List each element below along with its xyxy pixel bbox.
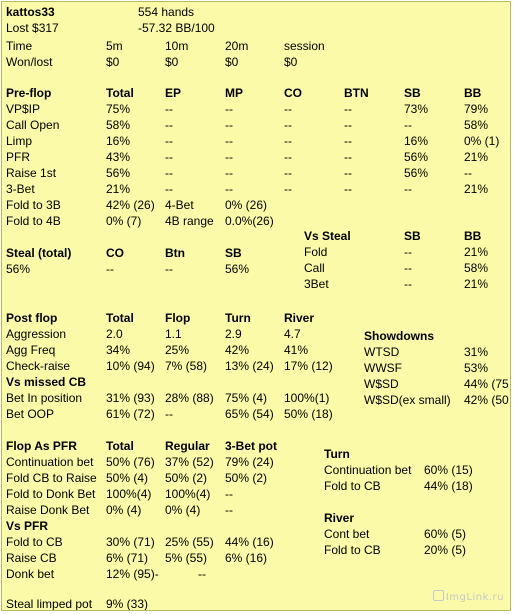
postflop-header: Post flop (6, 311, 58, 325)
preflop-cell: -- (284, 134, 292, 148)
vs-missed-cb-title: Vs missed CB (6, 375, 87, 389)
fold-4b-cell: 0% (7) (106, 214, 142, 228)
missed-cb-row-label: Bet In position (6, 391, 83, 405)
vs-pfr-cell: 30% (71) (106, 535, 155, 549)
vs-pfr-cell: 12% (95)- (106, 567, 159, 581)
missed-cb-cell: 61% (72) (106, 407, 155, 421)
postflop-header: Total (106, 311, 134, 325)
showdowns-row-label: WWSF (364, 361, 402, 375)
steal-value: 56% (225, 262, 250, 276)
preflop-row-label: Raise 1st (6, 166, 57, 180)
postflop-cell: 17% (12) (284, 359, 333, 373)
preflop-cell: -- (225, 118, 233, 132)
missed-cb-cell: 28% (88) (165, 391, 214, 405)
vs-pfr-cell: 25% (55) (165, 535, 214, 549)
flop-as-pfr-cell: 100%(4) (106, 487, 152, 501)
river-row-label: Cont bet (324, 527, 370, 541)
showdowns-value: 44% (75 (464, 377, 509, 391)
fold-4b-cell: 0.0%(26) (225, 214, 274, 228)
postflop-cell: 2.0 (106, 327, 123, 341)
preflop-row-label: PFR (6, 150, 30, 164)
preflop-cell: -- (165, 150, 173, 164)
vs-steal-row-label: Fold (304, 245, 328, 259)
turn-value: 60% (15) (424, 463, 473, 477)
missed-cb-cell: 31% (93) (106, 391, 155, 405)
flop-as-pfr-cell: 100%(4) (165, 487, 211, 501)
preflop-row-label: Call Open (6, 118, 60, 132)
flop-as-pfr-header: 3-Bet pot (225, 439, 277, 453)
preflop-row-label: Limp (6, 134, 33, 148)
preflop-cell: -- (225, 134, 233, 148)
vs-steal-cell: -- (404, 261, 412, 275)
preflop-row-label: 3-Bet (6, 182, 35, 196)
preflop-cell: 56% (404, 166, 429, 180)
vs-steal-row-label: Call (304, 261, 325, 275)
vs-steal-row-label: 3Bet (304, 277, 329, 291)
postflop-header: Turn (225, 311, 251, 325)
turn-row-label: Fold to CB (324, 479, 381, 493)
preflop-header: Total (106, 86, 134, 100)
preflop-cell: -- (344, 134, 352, 148)
vs-steal-cell: 21% (464, 277, 489, 291)
turn-row-label: Continuation bet (324, 463, 412, 477)
preflop-cell: 56% (404, 150, 429, 164)
preflop-cell: -- (344, 118, 352, 132)
showdowns-title: Showdowns (364, 329, 434, 343)
missed-cb-row-label: Bet OOP (6, 407, 55, 421)
wonlost-session: $0 (284, 55, 298, 69)
preflop-cell: 43% (106, 150, 131, 164)
preflop-row-label: VP$IP (6, 102, 41, 116)
preflop-cell: -- (165, 118, 173, 132)
fold-3b-cell: Fold to 3B (6, 198, 61, 212)
preflop-cell: 73% (404, 102, 429, 116)
turn-value: 44% (18) (424, 479, 473, 493)
steal-header: SB (225, 246, 242, 260)
flop-as-pfr-cell: 0% (4) (165, 503, 201, 517)
postflop-row-label: Aggression (6, 327, 67, 341)
wonlost-label: Won/lost (6, 55, 53, 69)
river-value: 60% (5) (424, 527, 467, 541)
preflop-cell: 58% (106, 118, 131, 132)
showdowns-value: 42% (50 (464, 393, 509, 407)
showdowns-row-label: W$SD(ex small) (364, 393, 451, 407)
preflop-cell: -- (165, 134, 173, 148)
preflop-cell: 79% (464, 102, 489, 116)
flop-as-pfr-row-label: Raise Donk Bet (6, 503, 90, 517)
hud-panel (1, 1, 511, 611)
vs-pfr-row-label: Fold to CB (6, 535, 63, 549)
preflop-cell: 75% (106, 102, 131, 116)
postflop-cell: 34% (106, 343, 131, 357)
fold-3b-cell: 42% (26) (106, 198, 155, 212)
showdowns-row-label: WTSD (364, 345, 400, 359)
turn-title: Turn (324, 447, 350, 461)
steal-value: -- (106, 262, 114, 276)
showdowns-value: 31% (464, 345, 489, 359)
vs-pfr-cell: 6% (71) (106, 551, 149, 565)
vs-steal-cell: -- (404, 277, 412, 291)
watermark-icon (433, 590, 444, 601)
postflop-cell: 1.1 (165, 327, 182, 341)
steal-value: -- (165, 262, 173, 276)
missed-cb-cell: 50% (18) (284, 407, 333, 421)
preflop-cell: -- (344, 166, 352, 180)
vs-pfr-row-label: Raise CB (6, 551, 57, 565)
river-value: 20% (5) (424, 543, 467, 557)
preflop-cell: -- (344, 150, 352, 164)
preflop-cell: -- (344, 102, 352, 116)
fold-3b-cell: 0% (26) (225, 198, 268, 212)
preflop-cell: -- (404, 118, 412, 132)
preflop-header: EP (165, 86, 182, 100)
postflop-cell: 42% (225, 343, 250, 357)
flop-as-pfr-cell: 50% (4) (106, 471, 149, 485)
time-label: Time (6, 39, 33, 53)
flop-as-pfr-row-label: Fold to Donk Bet (6, 487, 96, 501)
flop-as-pfr-cell: 37% (52) (165, 455, 214, 469)
flop-as-pfr-cell: 50% (76) (106, 455, 155, 469)
vs-steal-cell: 58% (464, 261, 489, 275)
preflop-cell: -- (165, 166, 173, 180)
postflop-header: Flop (165, 311, 191, 325)
preflop-cell: -- (165, 102, 173, 116)
preflop-cell: -- (284, 150, 292, 164)
preflop-cell: -- (284, 166, 292, 180)
time-session: session (284, 39, 325, 53)
preflop-header: Pre-flop (6, 86, 52, 100)
preflop-cell: -- (225, 150, 233, 164)
preflop-cell: -- (404, 182, 412, 196)
preflop-cell: -- (284, 182, 292, 196)
preflop-cell: 16% (106, 134, 131, 148)
vs-pfr-cell: 44% (16) (225, 535, 274, 549)
preflop-cell: -- (284, 118, 292, 132)
flop-as-pfr-row-label: Fold CB to Raise (6, 471, 97, 485)
flop-as-pfr-cell: 0% (4) (106, 503, 142, 517)
wonlost-20m: $0 (225, 55, 239, 69)
preflop-cell: 0% (1) (464, 134, 500, 148)
vs-steal-header: Vs Steal (304, 229, 351, 243)
postflop-header: River (284, 311, 315, 325)
hands-count: 554 hands (138, 5, 195, 19)
steal-limped-pot-label: Steal limped pot (6, 597, 93, 611)
vs-steal-header: SB (404, 229, 421, 243)
steal-header: Steal (total) (6, 246, 72, 260)
vs-pfr-row-label: Donk bet (6, 567, 55, 581)
flop-as-pfr-cell: 79% (24) (225, 455, 274, 469)
vs-pfr-title: Vs PFR (6, 519, 49, 533)
preflop-cell: -- (344, 182, 352, 196)
preflop-cell: 58% (464, 118, 489, 132)
preflop-cell: 16% (404, 134, 429, 148)
vs-steal-header: BB (464, 229, 482, 243)
postflop-cell: 25% (165, 343, 190, 357)
steal-header: Btn (165, 246, 185, 260)
river-title: River (324, 511, 355, 525)
result-amount: Lost $317 (6, 21, 59, 35)
vs-steal-cell: 21% (464, 245, 489, 259)
preflop-cell: 56% (106, 166, 131, 180)
preflop-cell: -- (165, 182, 173, 196)
flop-as-pfr-cell: -- (225, 487, 233, 501)
missed-cb-cell: 65% (54) (225, 407, 274, 421)
showdowns-row-label: W$SD (364, 377, 399, 391)
missed-cb-cell: -- (165, 407, 173, 421)
preflop-header: MP (225, 86, 243, 100)
flop-as-pfr-header: Flop As PFR (6, 439, 77, 453)
postflop-cell: 41% (284, 343, 309, 357)
vs-pfr-cell: -- (198, 567, 206, 581)
preflop-cell: -- (284, 102, 292, 116)
postflop-cell: 4.7 (284, 327, 301, 341)
postflop-row-label: Agg Freq (6, 343, 56, 357)
preflop-cell: -- (225, 182, 233, 196)
wonlost-5m: $0 (106, 55, 120, 69)
player-name: kattos33 (6, 5, 55, 19)
flop-as-pfr-cell: 50% (2) (165, 471, 208, 485)
preflop-cell: 21% (464, 182, 489, 196)
flop-as-pfr-cell: -- (225, 503, 233, 517)
flop-as-pfr-header: Regular (165, 439, 210, 453)
missed-cb-cell: 75% (4) (225, 391, 268, 405)
vs-pfr-cell: 6% (16) (225, 551, 268, 565)
fold-4b-cell: Fold to 4B (6, 214, 61, 228)
preflop-header: BB (464, 86, 482, 100)
wonlost-10m: $0 (165, 55, 179, 69)
preflop-cell: -- (225, 166, 233, 180)
postflop-cell: 2.9 (225, 327, 242, 341)
vs-steal-cell: -- (404, 245, 412, 259)
steal-header: CO (106, 246, 124, 260)
preflop-cell: -- (225, 102, 233, 116)
showdowns-value: 53% (464, 361, 489, 375)
preflop-cell: 21% (106, 182, 131, 196)
preflop-header: CO (284, 86, 302, 100)
time-5m: 5m (106, 39, 123, 53)
flop-as-pfr-row-label: Continuation bet (6, 455, 94, 469)
flop-as-pfr-cell: 50% (2) (225, 471, 268, 485)
time-10m: 10m (165, 39, 189, 53)
flop-as-pfr-header: Total (106, 439, 134, 453)
postflop-cell: 10% (94) (106, 359, 155, 373)
steal-value: 56% (6, 262, 31, 276)
postflop-cell: 13% (24) (225, 359, 274, 373)
preflop-header: BTN (344, 86, 369, 100)
fold-4b-cell: 4B range (165, 214, 214, 228)
watermark (433, 590, 504, 606)
bb-per-100: -57.32 BB/100 (138, 21, 215, 35)
river-row-label: Fold to CB (324, 543, 381, 557)
watermark-text: ImgLink.ru (445, 592, 504, 603)
missed-cb-cell: 100%(1) (284, 391, 330, 405)
postflop-cell: 7% (58) (165, 359, 208, 373)
preflop-header: SB (404, 86, 421, 100)
postflop-row-label: Check-raise (6, 359, 71, 373)
steal-limped-pot-value: 9% (33) (106, 597, 149, 611)
vs-pfr-cell: 5% (55) (165, 551, 208, 565)
fold-3b-cell: 4-Bet (165, 198, 194, 212)
time-20m: 20m (225, 39, 249, 53)
preflop-cell: -- (464, 166, 472, 180)
preflop-cell: 21% (464, 150, 489, 164)
